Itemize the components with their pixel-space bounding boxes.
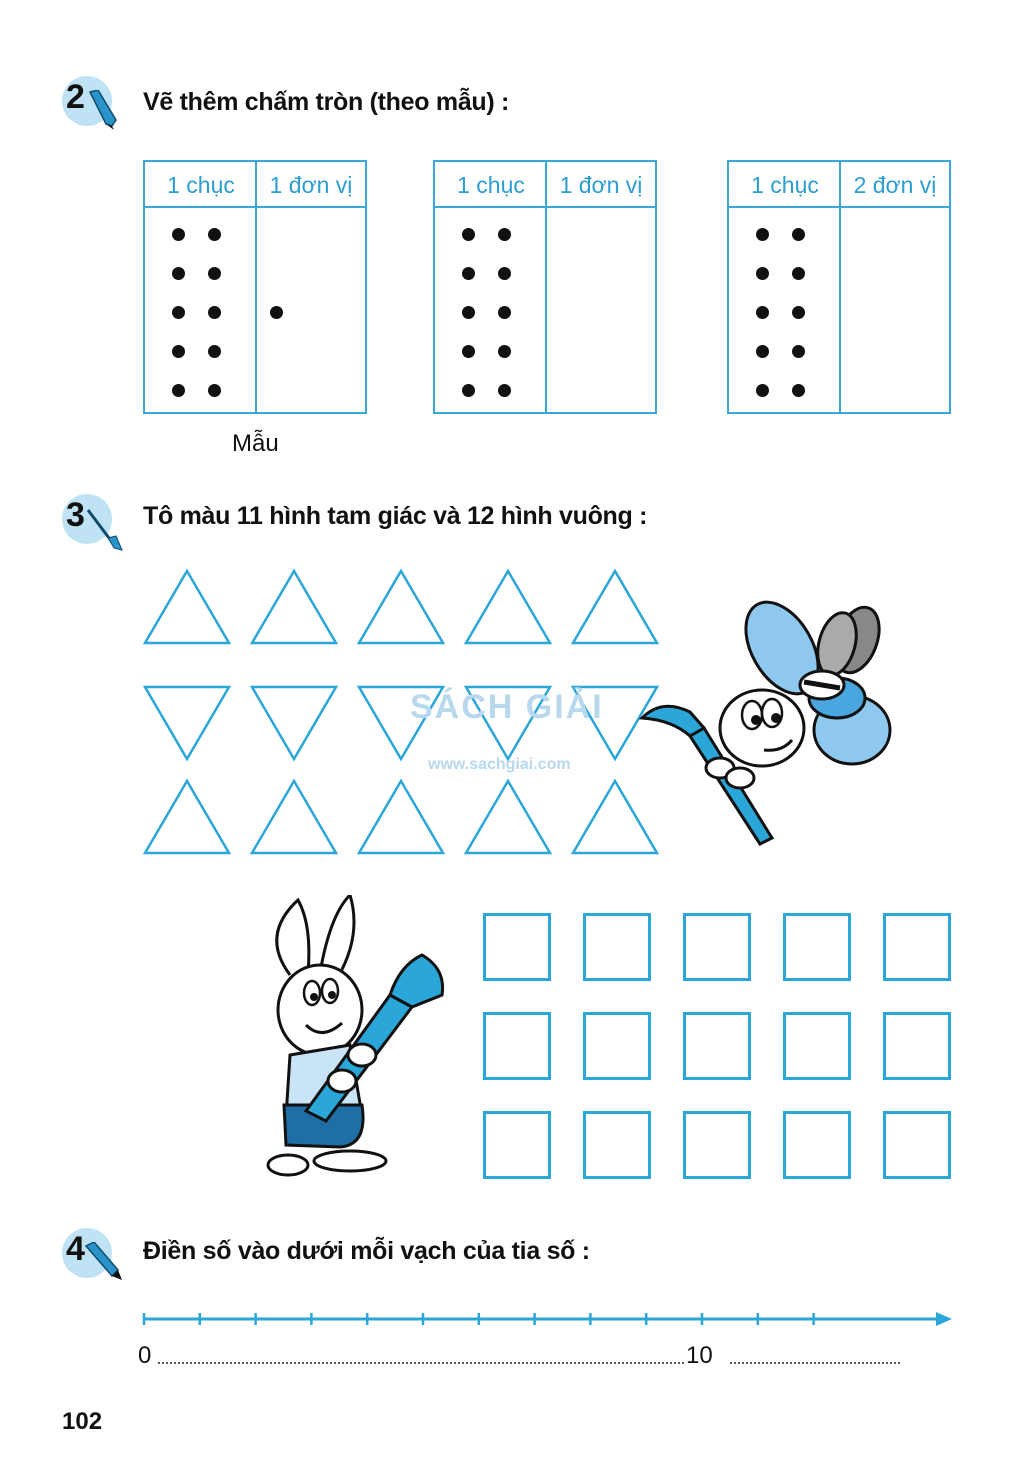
tens-dot — [208, 306, 221, 319]
tens-header: 1 chục — [145, 162, 257, 208]
exercise-4-number: 4 — [66, 1230, 85, 1268]
triangle[interactable] — [463, 568, 553, 646]
answer-dotted-line[interactable] — [158, 1362, 684, 1364]
square[interactable] — [883, 1012, 951, 1080]
tens-header: 1 chục — [729, 162, 841, 208]
tens-dot — [172, 267, 185, 280]
tens-dot — [792, 345, 805, 358]
exercise-3-number: 3 — [66, 496, 85, 534]
square[interactable] — [583, 1111, 651, 1179]
square[interactable] — [483, 913, 551, 981]
inverted-triangle[interactable] — [142, 684, 232, 762]
tens-dot — [462, 384, 475, 397]
tens-dot — [756, 306, 769, 319]
tens-dot — [172, 345, 185, 358]
tens-dot — [498, 228, 511, 241]
square[interactable] — [583, 913, 651, 981]
inverted-triangle[interactable] — [249, 684, 339, 762]
pen-icon — [84, 1242, 124, 1282]
tens-dot — [462, 345, 475, 358]
tens-dot — [498, 267, 511, 280]
place-value-table-11[interactable] — [433, 160, 657, 414]
tens-dot — [498, 306, 511, 319]
sample-caption: Mẫu — [232, 430, 279, 457]
tens-dot — [792, 306, 805, 319]
triangle[interactable] — [249, 778, 339, 856]
tens-dot — [462, 267, 475, 280]
square[interactable] — [783, 1111, 851, 1179]
tens-header: 1 chục — [435, 162, 547, 208]
answer-dotted-line[interactable] — [730, 1362, 900, 1364]
exercise-4-badge — [62, 1228, 112, 1278]
triangle[interactable] — [142, 568, 232, 646]
exercise-3-badge — [62, 494, 112, 544]
exercise-4-title: Điền số vào dưới mỗi vạch của tia số : — [143, 1237, 590, 1265]
tens-dot — [792, 267, 805, 280]
square[interactable] — [783, 1012, 851, 1080]
paintbrush-icon — [84, 508, 124, 552]
unit-dot — [270, 306, 283, 319]
exercise-2-badge — [62, 76, 112, 126]
exercise-2-number: 2 — [66, 78, 85, 116]
page-number: 102 — [62, 1408, 103, 1435]
place-value-table-sample — [143, 160, 367, 414]
tens-dot — [208, 267, 221, 280]
triangle[interactable] — [356, 778, 446, 856]
triangle[interactable] — [463, 778, 553, 856]
tens-dot — [498, 345, 511, 358]
rabbit-with-brush-illustration — [250, 895, 450, 1185]
units-header: 1 đơn vị — [257, 162, 365, 208]
units-header: 1 đơn vị — [547, 162, 655, 208]
triangle[interactable] — [249, 568, 339, 646]
triangle[interactable] — [356, 568, 446, 646]
tens-dot — [208, 345, 221, 358]
square[interactable] — [483, 1111, 551, 1179]
bee-with-brush-illustration — [632, 600, 902, 850]
square[interactable] — [883, 913, 951, 981]
tens-dot — [756, 267, 769, 280]
place-value-table-12[interactable] — [727, 160, 951, 414]
tens-dot — [462, 228, 475, 241]
tens-dot — [756, 228, 769, 241]
tens-dot — [208, 228, 221, 241]
column-divider — [545, 162, 547, 412]
units-header: 2 đơn vị — [841, 162, 949, 208]
tens-dot — [172, 228, 185, 241]
triangle[interactable] — [142, 778, 232, 856]
tens-dot — [792, 384, 805, 397]
square[interactable] — [583, 1012, 651, 1080]
square[interactable] — [483, 1012, 551, 1080]
pencil-icon — [84, 90, 120, 130]
number-line-mid-label: 10 — [686, 1342, 713, 1369]
square[interactable] — [783, 913, 851, 981]
number-line — [140, 1308, 955, 1332]
tens-dot — [756, 345, 769, 358]
tens-dot — [756, 384, 769, 397]
tens-dot — [172, 384, 185, 397]
watermark-url: www.sachgiai.com — [428, 756, 571, 773]
watermark-brand: SÁCH GIẢI — [410, 688, 604, 726]
square[interactable] — [683, 913, 751, 981]
column-divider — [839, 162, 841, 412]
square[interactable] — [683, 1111, 751, 1179]
tens-dot — [208, 384, 221, 397]
tens-dot — [172, 306, 185, 319]
tens-dot — [498, 384, 511, 397]
exercise-2-title: Vẽ thêm chấm tròn (theo mẫu) : — [143, 88, 510, 116]
tens-dot — [462, 306, 475, 319]
square[interactable] — [683, 1012, 751, 1080]
tens-dot — [792, 228, 805, 241]
square[interactable] — [883, 1111, 951, 1179]
number-line-start-label: 0 — [138, 1342, 152, 1369]
exercise-3-title: Tô màu 11 hình tam giác và 12 hình vuông : — [143, 502, 648, 530]
column-divider — [255, 162, 257, 412]
